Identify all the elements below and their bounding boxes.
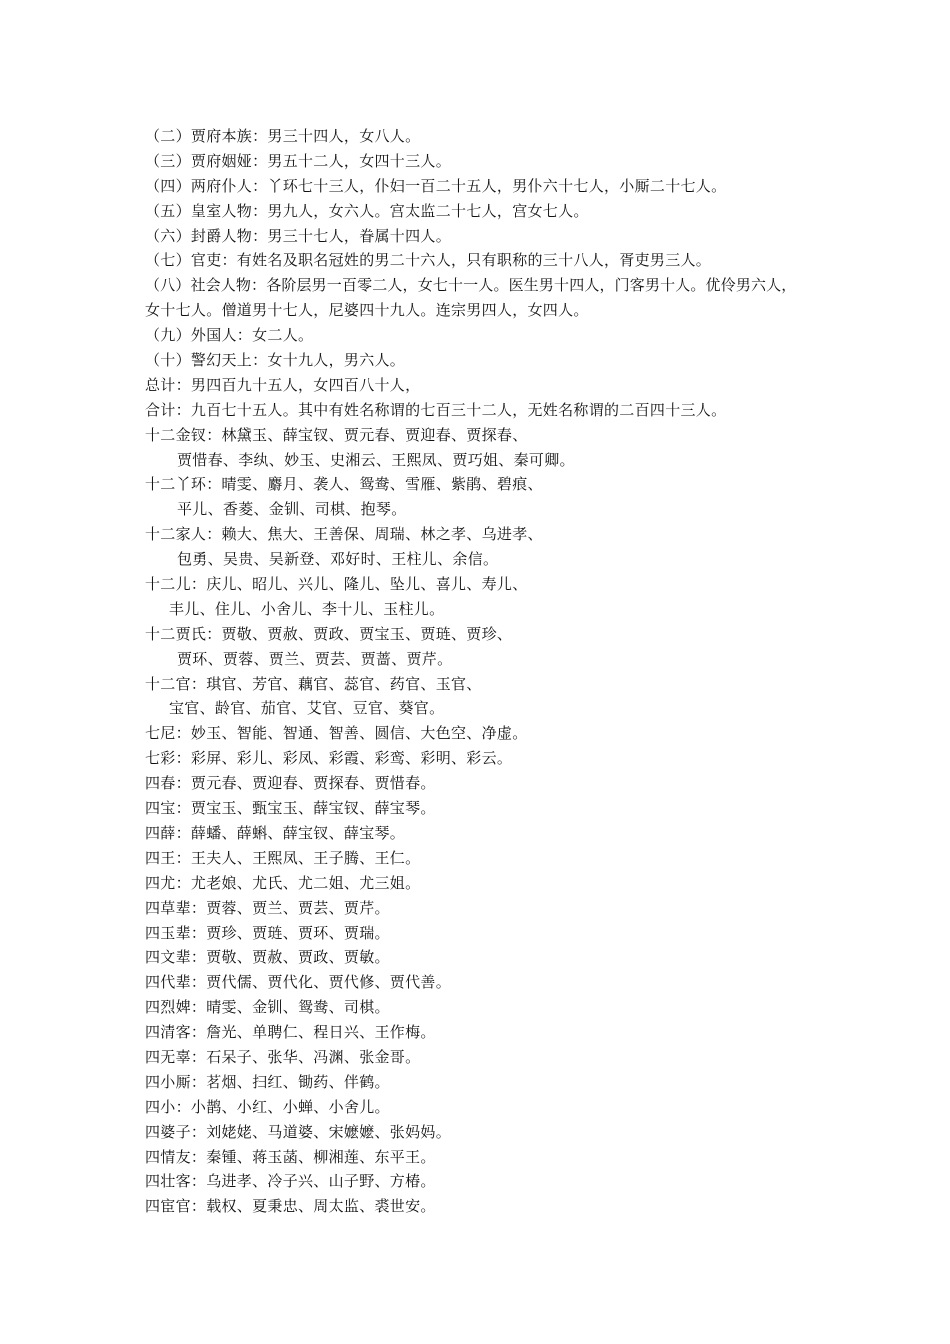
text-line: （八）社会人物：各阶层男一百零二人，女七十一人。医生男十四人，门客男十人。优伶男六人， bbox=[145, 276, 797, 295]
text-line: 七彩：彩屏、彩儿、彩凤、彩霞、彩鸾、彩明、彩云。 bbox=[145, 749, 513, 768]
text-line: 贾环、贾蓉、贾兰、贾芸、贾蔷、贾芹。 bbox=[177, 649, 453, 668]
text-line: 四草辈：贾蓉、贾兰、贾芸、贾芹。 bbox=[145, 898, 390, 917]
text-line: 四代辈：贾代儒、贾代化、贾代修、贾代善。 bbox=[145, 973, 452, 992]
text-line: 十二官：琪官、芳官、藕官、蕊官、药官、玉官、 bbox=[145, 674, 482, 693]
text-line: （三）贾府姻娅：男五十二人，女四十三人。 bbox=[145, 151, 452, 170]
text-line: 丰儿、住儿、小舍儿、李十儿、玉柱儿。 bbox=[169, 599, 445, 618]
text-line: 四王：王夫人、王熙凤、王子腾、王仁。 bbox=[145, 848, 421, 867]
text-line: 十二金钗：林黛玉、薛宝钗、贾元春、贾迎春、贾探春、 bbox=[145, 425, 528, 444]
text-line: 四小厮：茗烟、扫红、锄药、伴鹤。 bbox=[145, 1072, 390, 1091]
text-line: 四宦官：载权、夏秉忠、周太监、裘世安。 bbox=[145, 1197, 436, 1216]
text-line: 四婆子：刘姥姥、马道婆、宋嬷嬷、张妈妈。 bbox=[145, 1122, 452, 1141]
text-line: 四玉辈：贾珍、贾琏、贾环、贾瑞。 bbox=[145, 923, 390, 942]
text-line: 女十七人。僧道男十七人，尼婆四十九人。连宗男四人，女四人。 bbox=[145, 301, 589, 320]
text-line: 宝官、龄官、茄官、艾官、豆官、葵官。 bbox=[169, 699, 445, 718]
text-line: 七尼：妙玉、智能、智通、智善、圆信、大色空、净虚。 bbox=[145, 724, 528, 743]
document-body bbox=[145, 124, 835, 1219]
text-line: 四文辈：贾敬、贾赦、贾政、贾敏。 bbox=[145, 948, 390, 967]
text-line: 十二家人：赖大、焦大、王善保、周瑞、林之孝、乌进孝、 bbox=[145, 525, 543, 544]
text-line: 合计：九百七十五人。其中有姓名称谓的七百三十二人，无姓名称谓的二百四十三人。 bbox=[145, 400, 727, 419]
text-line: （九）外国人：女二人。 bbox=[145, 326, 314, 345]
text-line: 平儿、香菱、金钏、司棋、抱琴。 bbox=[177, 500, 407, 519]
text-line: 四小：小鹊、小红、小蝉、小舍儿。 bbox=[145, 1097, 390, 1116]
text-line: 十二儿：庆儿、昭儿、兴儿、隆儿、坠儿、喜儿、寿儿、 bbox=[145, 575, 528, 594]
text-line: （五）皇室人物：男九人，女六人。宫太监二十七人，宫女七人。 bbox=[145, 201, 589, 220]
text-line: 四烈婢：晴雯、金钏、鸳鸯、司棋。 bbox=[145, 998, 390, 1017]
text-line: （七）官吏：有姓名及职名冠姓的男二十六人，只有职称的三十八人，胥吏男三人。 bbox=[145, 251, 712, 270]
text-line: 四尤：尤老娘、尤氏、尤二姐、尤三姐。 bbox=[145, 873, 421, 892]
text-line: （六）封爵人物：男三十七人，眷属十四人。 bbox=[145, 226, 452, 245]
text-line: 包勇、吴贵、吴新登、邓好时、王柱儿、余信。 bbox=[177, 550, 499, 569]
text-line: 四宝：贾宝玉、甄宝玉、薛宝钗、薛宝琴。 bbox=[145, 799, 436, 818]
text-line: 十二丫环：晴雯、麝月、袭人、鸳鸯、雪雁、紫鹃、碧痕、 bbox=[145, 475, 543, 494]
text-line: 四无辜：石呆子、张华、冯渊、张金哥。 bbox=[145, 1047, 421, 1066]
text-line: 四清客：詹光、单聘仁、程日兴、王作梅。 bbox=[145, 1023, 436, 1042]
text-line: 四薛：薛蟠、薛蝌、薛宝钗、薛宝琴。 bbox=[145, 823, 406, 842]
text-line: 十二贾氏：贾敬、贾赦、贾政、贾宝玉、贾琏、贾珍、 bbox=[145, 624, 513, 643]
text-line: 四情友：秦锺、蒋玉菡、柳湘莲、东平王。 bbox=[145, 1147, 436, 1166]
text-line: 四春：贾元春、贾迎春、贾探春、贾惜春。 bbox=[145, 774, 436, 793]
text-line: （二）贾府本族：男三十四人，女八人。 bbox=[145, 127, 421, 145]
text-line: 贾惜春、李纨、妙玉、史湘云、王熙凤、贾巧姐、秦可卿。 bbox=[177, 450, 575, 469]
text-line: （四）两府仆人：丫环七十三人，仆妇一百二十五人，男仆六十七人，小厮二十七人。 bbox=[145, 176, 727, 195]
text-line: （十）警幻天上：女十九人，男六人。 bbox=[145, 351, 406, 370]
text-line: 四壮客：乌进孝、冷子兴、山子野、方椿。 bbox=[145, 1172, 436, 1191]
text-line: 总计：男四百九十五人，女四百八十人， bbox=[145, 375, 421, 394]
